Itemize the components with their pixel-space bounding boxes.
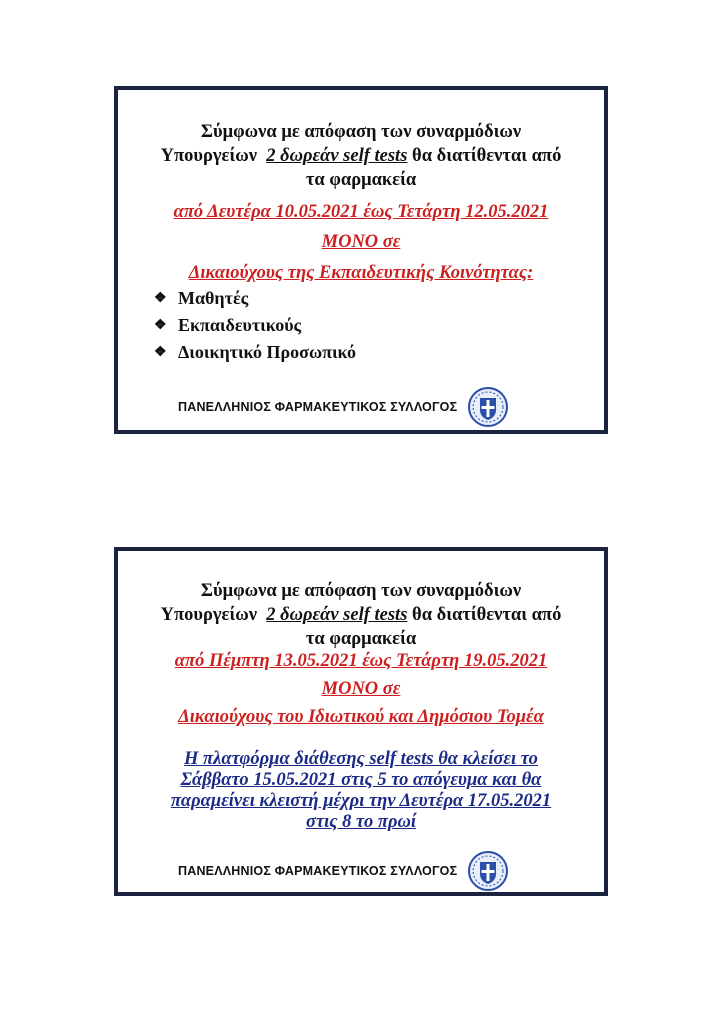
intro-line-2 xyxy=(118,144,604,168)
intro-highlight: 2 δωρεάν self tests xyxy=(266,605,408,625)
intro-line-1: Σύμφωνα με απόφαση των συναρμόδιων xyxy=(200,581,522,601)
greek-emblem-icon xyxy=(467,386,509,428)
intro-line-2-pre: Υπουργείων xyxy=(160,146,257,166)
platform-line-1: Η πλατφόρμα διάθεσης self tests θα κλείσει το xyxy=(184,749,538,769)
only-label: ΜΟΝΟ σε xyxy=(321,232,401,252)
list-item-label: Μαθητές xyxy=(178,288,249,308)
intro-text xyxy=(118,120,604,192)
beneficiaries-heading: Δικαιούχους της Εκπαιδευτικής Κοινότητας: xyxy=(188,263,534,283)
intro-highlight: 2 δωρεάν self tests xyxy=(266,146,408,166)
diamond-bullet-icon: ❖ xyxy=(154,345,167,360)
beneficiary-list xyxy=(154,285,356,366)
notice-box-education xyxy=(114,86,608,434)
greek-emblem-icon xyxy=(467,850,509,892)
list-item-label: Εκπαιδευτικούς xyxy=(178,315,302,335)
intro-line-3: τα φαρμακεία xyxy=(305,629,417,649)
intro-line-2-post: θα διατίθενται από xyxy=(412,146,562,166)
date-range: από Πέμπτη 13.05.2021 έως Τετάρτη 19.05.2021 xyxy=(174,651,548,671)
intro-text xyxy=(118,579,604,651)
intro-line-3: τα φαρμακεία xyxy=(305,170,417,190)
beneficiaries-heading: Δικαιούχους του Ιδιωτικού και Δημόσιου Τομέα xyxy=(178,707,544,727)
list-item xyxy=(154,312,356,339)
diamond-bullet-icon: ❖ xyxy=(154,291,167,306)
platform-line-2: Σάββατο 15.05.2021 στις 5 το απόγευμα και θα xyxy=(180,770,542,790)
platform-line-3: παραμείνει κλειστή μέχρι την Δευτέρα 17.05.2021 xyxy=(170,791,552,811)
intro-line-1: Σύμφωνα με απόφαση των συναρμόδιων xyxy=(200,122,522,142)
intro-line-2-post: θα διατίθενται από xyxy=(412,605,562,625)
only-label: ΜΟΝΟ σε xyxy=(321,679,401,699)
organization-name: ΠΑΝΕΛΛΗΝΙΟΣ ΦΑΡΜΑΚΕΥΤΙΚΟΣ ΣΥΛΛΟΓΟΣ xyxy=(178,400,458,414)
footer xyxy=(178,850,509,892)
platform-notice xyxy=(118,749,604,833)
date-range: από Δευτέρα 10.05.2021 έως Τετάρτη 12.05.2021 xyxy=(173,202,549,222)
platform-line-4: στις 8 το πρωί xyxy=(305,812,417,832)
intro-line-2 xyxy=(118,603,604,627)
list-item xyxy=(154,339,356,366)
notice-box-private-public xyxy=(114,547,608,896)
list-item xyxy=(154,285,356,312)
diamond-bullet-icon: ❖ xyxy=(154,318,167,333)
footer xyxy=(178,386,509,428)
intro-line-2-pre: Υπουργείων xyxy=(160,605,257,625)
list-item-label: Διοικητικό Προσωπικό xyxy=(178,342,357,362)
organization-name: ΠΑΝΕΛΛΗΝΙΟΣ ΦΑΡΜΑΚΕΥΤΙΚΟΣ ΣΥΛΛΟΓΟΣ xyxy=(178,864,458,878)
